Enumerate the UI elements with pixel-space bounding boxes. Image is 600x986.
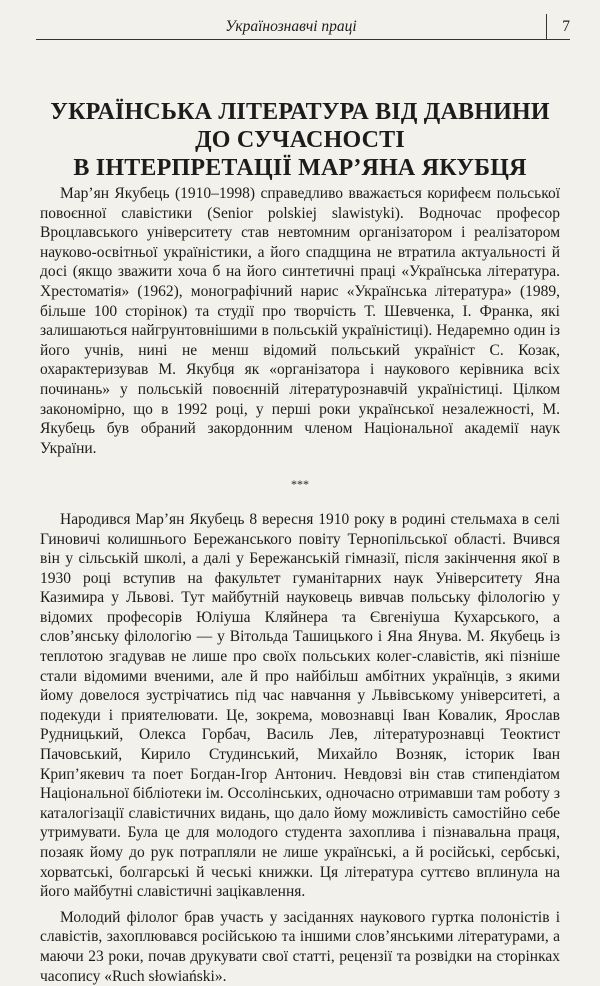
paragraph-2: Народився Мар’ян Якубець 8 вересня 1910 року в родині стельмаха в селі Гиновичі колишнього Бережанського повіту Тернопільської області. Вчився він у сільській школі, а далі у Бережанській гімназії, після закінчення якої в 1930 році вступив на факультет гуманітарних наук Університету Яна Казимира у Львові. Тут майбутній науковець вивчав польську філологію у відомих професорів Юліуша Кляйнера та Євгеніуша Кухарського, а слов’янську філологію — у Вітольда Ташицького і Яна Янува. М. Якубець із теплотою згадував не лише про своїх польських колег-славістів, які пізніше стали відомими вченими, але й про найбільш амбітних українців, з якими йому довелося зустрічатись під час навчання у Львівському університеті, а подекуди і приятелювати. Це, зокрема, мовознавці Іван Ковалик, Ярослав Рудницький, Олекса Горбач, Василь Лев, літературознавці Теоктист Пачовський, Кирило Студинський, Михайло Возняк, історик Іван Крип’якевич та поет Богдан-Ігор Антонич. Невдовзі він став стипендіатом Національної бібліотеки ім. Оссолінських, одночасно отримавши там роботу з каталогізації славістичних видань, що дало йому можливість самостійно себе утримувати. Була це для молодого студента захоплива і пізнавальна праця, позаяк йому до рук потрапляли не лише українські, а й російські, сербські, хорватські, болгарські й чеські книжки. Ця література суттєво вплинула на його майбутні славістичні зацікавлення.	[40, 510, 560, 901]
running-header	[36, 14, 570, 40]
paragraph-1: Мар’ян Якубець (1910–1998) справедливо вважається корифеєм польської повоєнної славістики (Senior polskiej slawistyki). Водночас професор Вроцлавського університету став невтомним організатором і реалізатором науково-освітньої україністики, а його спадщина не втратила актуальності й досі (якщо зважити хоча б на його синтетичні праці «Українська література. Хрестоматія» (1962), монографічний нарис «Українська література» (1989, більше 100 сторінок) та студії про творчість Т. Шевченка, І. Франка, які залишаються найгрунтовнішими в польській україністиці). Недаремно один із його учнів, нині не менш відомий польський україніст С. Козак, охарактеризував М. Якубця як «організатора і наукового керівника всіх починань» у польській повоєнній літературознавчій україністиці. Цілком закономірно, що в 1992 році, у перші роки української незалежності, М. Якубець був обраний закордонним членом Національної академії наук України.	[40, 185, 560, 457]
header-rule	[36, 39, 570, 40]
article-body	[40, 184, 560, 986]
header-divider	[546, 14, 547, 40]
title-line-3: В ІНТЕРПРЕТАЦІЇ МАР’ЯНА ЯКУБЦЯ	[73, 155, 527, 181]
page-number: 7	[562, 18, 570, 35]
paragraph-3: Молодий філолог брав участь у засіданнях наукового гуртка полоністів і славістів, захоплювався російською та іншими слов’янськими літературами, а маючи 23 роки, почав друкувати свої статті, рецензії та розвідки на сторінках часопису «Ruch słowiański».	[40, 908, 560, 985]
section-separator: ***	[291, 477, 309, 492]
title-line-2: ДО СУЧАСНОСТІ	[195, 127, 405, 153]
title-line-1: УКРАЇНСЬКА ЛІТЕРАТУРА ВІД ДАВНИНИ	[50, 99, 550, 125]
running-title: Українознавчі праці	[225, 18, 357, 35]
article-title	[40, 98, 560, 182]
